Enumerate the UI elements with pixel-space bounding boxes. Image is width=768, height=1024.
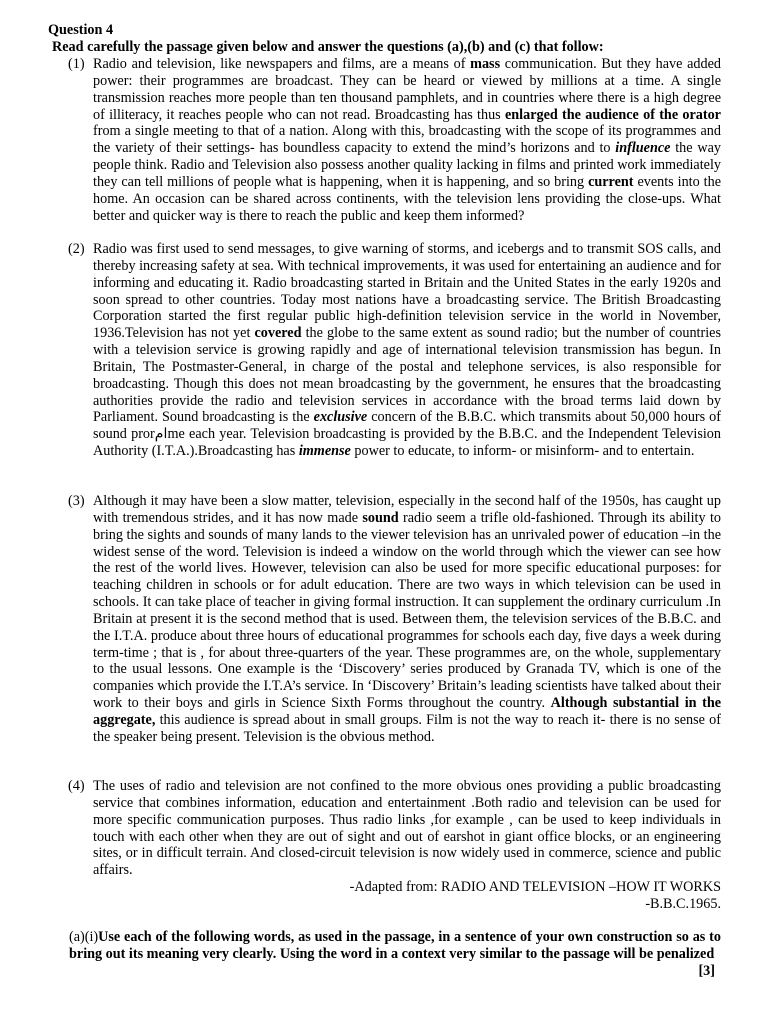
paragraph-body bbox=[93, 56, 721, 224]
question-a-prefix: (a)(i) bbox=[69, 929, 99, 945]
paragraph-text: Although it may have been a slow matter, television, especially in the second half of the 1950s, has caught up with tremendous strides, and it has now made bbox=[93, 493, 721, 526]
paragraph-text: concern of the B.B.C. which transmits about 50,000 hours of sound prorامme each year. Television broadcasting is provided by the B.B.C. and the Independent Television Authority (I.T.A.).Broadcasting has bbox=[93, 409, 722, 460]
emphasized-word: sound bbox=[362, 509, 399, 526]
paragraph-text: Radio was first used to send messages, to give warning of storms, and icebergs and to transmit SOS calls, and thereby increasing safety at sea. With technical improvements, it was used for entertaining an audience and for informing and educating it. Radio broadcasting started in Britain and the United States in the early 1920s and soon spread to other countries. Today most nations have a broadcasting service. The British Broadcasting Corporation started the first regular public high-definition television service in the world in November, 1936.Television has not yet bbox=[93, 241, 721, 342]
paragraph-text: communication. But they have added power: their programmes are broadcast. They can be heard or viewed by millions at a time. A single transmission reaches more people than ten thousand pamphlets, and in countries where there is a high degree of illiteracy, it reaches people who can not read. Broadcasting has thus bbox=[93, 56, 722, 123]
question-title: Question 4 bbox=[48, 22, 114, 38]
passage-paragraph-3 bbox=[68, 493, 721, 746]
source-credit: -Adapted from: RADIO AND TELEVISION –HOW IT WORKS bbox=[349, 879, 721, 895]
passage-paragraph-1 bbox=[68, 56, 721, 224]
paragraph-body bbox=[93, 493, 721, 746]
emphasized-word: Although substantial in the aggregate, bbox=[93, 695, 722, 728]
paragraph-text: Radio and television, like newspapers and films, are a means of bbox=[93, 56, 471, 72]
paragraph-text: power to educate, to inform- or misinform- and to entertain. bbox=[350, 443, 695, 460]
instruction-text: Read carefully the passage given below and answer the questions (a),(b) and (c) that follow: bbox=[52, 39, 604, 55]
question-a bbox=[69, 929, 721, 980]
emphasized-italic-word: influence bbox=[615, 140, 671, 157]
passage-paragraph-4 bbox=[68, 778, 721, 879]
paragraph-number: (4) bbox=[68, 778, 85, 794]
paragraph-text: radio seem a trifle old-fashioned. Through its ability to bring the sights and sounds of many lands to the viewer television has an unrivaled power of education –in the widest sense of the word. Television is indeed a window on the world through which the viewer can see how the rest of the world lives. However, television can also be used for more specific educational purposes: for teaching children in schools or for adult education. There are two ways in which television can be used in schools. It can take place of teacher in giving formal instruction. It can supplement the ordinary curriculum .In Britain at present it is the second method that is used. Between them, the television services of the B.B.C. and the I.T.A. produce about three hours of educational programmes for schools each day, five days a week during term-time ; that is , for about three-quarters of the year. These programmes are, on the whole, supplementary to the usual lessons. One example is the ‘Discovery’ series produced by Granada TV, which is one of the companies which provide the I.T.A’s service. In ‘Discovery’ Britain’s leading scientists have talked about their work to their boys and girls in Science Sixth Forms throughout the country. bbox=[93, 509, 721, 712]
paragraph-text: this audience is spread about in small groups. Film is not the way to reach it- there is no sense of the speaker being present. Television is the obvious method. bbox=[93, 711, 721, 745]
emphasized-italic-word: exclusive bbox=[313, 409, 368, 426]
paragraph-number: (2) bbox=[68, 241, 85, 257]
paragraph-body bbox=[93, 778, 721, 879]
paragraph-number: (3) bbox=[68, 493, 85, 509]
paragraph-text: events into the home. An occasion can be shared across continents, with the television lens providing the close-ups. What better and quicker way is there to reach the public and keep them informed? bbox=[93, 173, 722, 224]
paragraph-text: the globe to the same extent as sound radio; but the number of countries with a television service is growing rapidly and age of international television transmission has begun. In Britain, The Postmaster-General, in charge of the postal and telephone services, is also responsible for broadcasting. Though this does not mean broadcasting by the government, he ensures that the broadcasting authorities provide the radio and television services in accordance with the broad terms laid down by Parliament. Sound broadcasting is the bbox=[93, 325, 721, 426]
question-a-marks: [3] bbox=[698, 962, 715, 979]
emphasized-word: covered bbox=[254, 325, 302, 342]
paragraph-text: The uses of radio and television are not confined to the more obvious ones providing a public broadcasting service that combines information, education and entertainment .Both radio and television can be used for more specific communication purposes. Thus radio links ,for example , can be used to keep individuals in touch with each other when they are out of sight and out of earshot in giant office blocks, or an engineering sites, or in difficult terrain. And closed-circuit television is now widely used in commerce, science and public affairs. bbox=[93, 778, 721, 879]
paragraph-text: from a single meeting to that of a nation. Along with this, broadcasting with the scope of its programmes and the variety of their settings- has boundless capacity to extend the mind’s horizons and to bbox=[93, 123, 721, 157]
question-a-text: Use each of the following words, as used in the passage, in a sentence of your own construction so as to bring out its meaning very clearly. Using the word in a context very similar to the passage will be penalized bbox=[69, 929, 721, 962]
emphasized-word: current bbox=[588, 173, 634, 190]
emphasized-italic-word: immense bbox=[298, 443, 351, 460]
emphasized-word: enlarged the audience of the orator bbox=[504, 106, 721, 123]
emphasized-word: mass bbox=[470, 56, 501, 72]
paragraph-text: the way people think. Radio and Television also possess another quality lacking in films and printed work immediately they can tell millions of people what is happening, when it is happening, and so bring bbox=[93, 140, 721, 190]
source-credit-publisher: -B.B.C.1965. bbox=[645, 896, 721, 912]
paragraph-number: (1) bbox=[68, 56, 85, 72]
paragraph-body bbox=[93, 241, 721, 460]
passage-paragraph-2 bbox=[68, 241, 721, 460]
